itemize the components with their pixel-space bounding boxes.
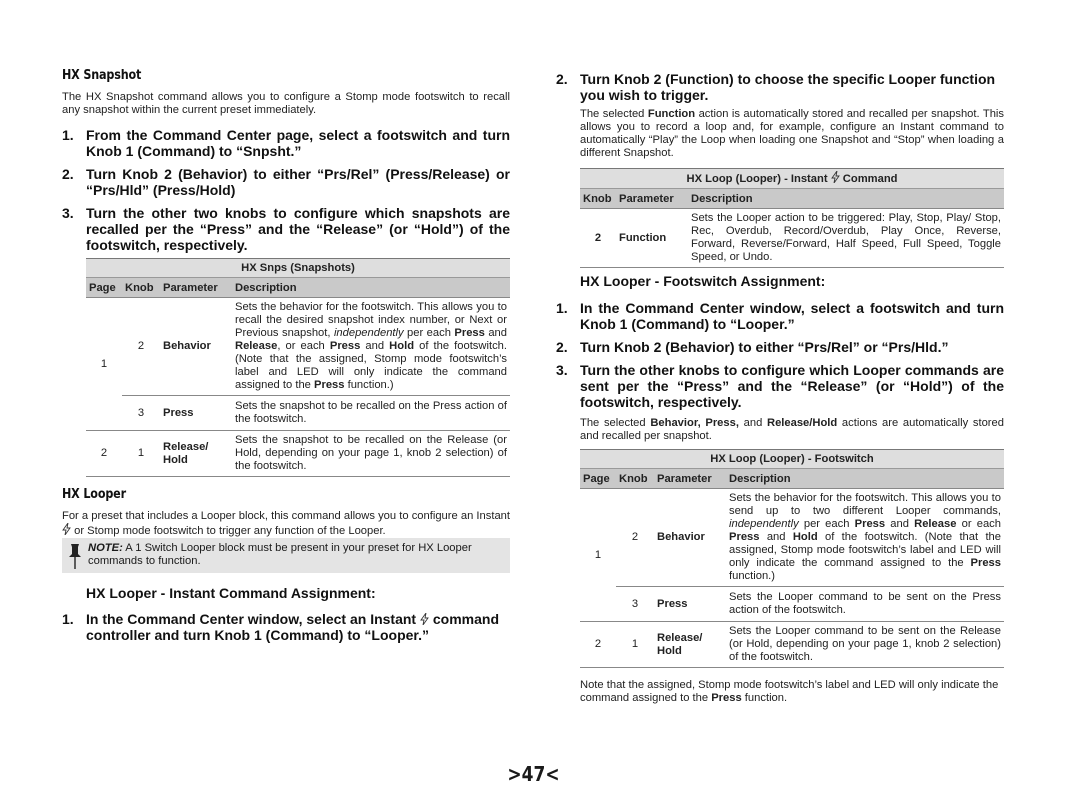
column-header: Parameter [160, 278, 232, 298]
page-cell: 2 [580, 622, 616, 668]
step-text: Turn Knob 2 (Behavior) to either “Prs/Rel” (Press/Release) or “Prs/Hld” (Press/Hold) [86, 166, 510, 198]
hx-looper-title: HX Looper [62, 487, 126, 502]
column-header: Parameter [654, 469, 726, 489]
pushpin-icon [68, 543, 82, 571]
step-text: Turn the other knobs to configure which Looper commands are sent per the “Press” and the “Release” (or “Hold”) of the footswitch, respectively. [580, 362, 1004, 410]
table-row [580, 622, 1004, 668]
column-header: Description [232, 278, 510, 298]
snapshot-step-2 [62, 166, 510, 200]
step-number: 1. [556, 300, 568, 316]
page-next-glyph: < [545, 762, 560, 786]
desc-cell: Sets the snapshot to be recalled on the Release (or Hold, depending on your page 1, knob 2 selection) of the footswitch. [232, 431, 510, 477]
step-text: In the Command Center window, select an Instant command controller and turn Knob 1 (Command) to “Looper.” [86, 611, 499, 643]
knob-cell: 1 [616, 622, 654, 668]
page-cell: 1 [580, 489, 616, 622]
step-text: Turn Knob 2 (Behavior) to either “Prs/Rel” or “Prs/Hld.” [580, 339, 949, 355]
param-cell: Behavior [160, 298, 232, 396]
step-number: 3. [556, 362, 568, 378]
knob-cell: 3 [122, 396, 160, 431]
knob-cell: 2 [580, 209, 616, 268]
param-cell: Release/ Hold [654, 622, 726, 668]
table-title: HX Loop (Looper) - Instant Command [580, 169, 1004, 189]
instant-step-1 [62, 611, 510, 645]
desc-cell: Sets the Looper action to be triggered: Play, Stop, Play/ Stop, Rec, Overdub, Record/Overdub, Play Once, Reverse, Forward, Reverse/Forward, Half Speed, Full Speed, Toggle Speed, or Undo. [688, 209, 1004, 268]
page-cell: 2 [86, 431, 122, 477]
desc-cell: Sets the Looper command to be sent on the Press action of the footswitch. [726, 587, 1004, 622]
note-box: NOTE: A 1 Switch Looper block must be present in your preset for HX Looper commands to function. [62, 538, 510, 573]
stored-paragraph: The selected Behavior, Press, and Release/Hold actions are automatically stored and recalled per snapshot. [580, 417, 1004, 442]
table-row [580, 209, 1004, 268]
snapshot-step-3 [62, 205, 510, 255]
table-row [86, 396, 510, 431]
param-cell: Press [654, 587, 726, 622]
hx-snapshot-title: HX Snapshot [62, 68, 142, 83]
bolt-icon [62, 523, 71, 535]
knob-cell: 2 [122, 298, 160, 396]
hx-snps-table [86, 258, 510, 477]
column-header: Knob [580, 189, 616, 209]
step-text: From the Command Center page, select a footswitch and turn Knob 1 (Command) to “Snpsht.” [86, 127, 510, 159]
footswitch-step-1 [556, 300, 1004, 334]
param-cell: Release/ Hold [160, 431, 232, 477]
table-row [580, 587, 1004, 622]
hx-loop-footswitch-table [580, 449, 1004, 668]
knob-cell: 3 [616, 587, 654, 622]
desc-cell: Sets the behavior for the footswitch. This allows you to send up to two different Looper commands, independently per each Press and Release or each Press and Hold of the footswitch. (Note that the assigned, Stomp mode footswitch’s label and LED will only indicate the command assigned to the Press function.) [726, 489, 1004, 587]
column-header: Description [726, 469, 1004, 489]
table-row [580, 489, 1004, 587]
page-number: 47 [521, 762, 546, 786]
desc-cell: Sets the snapshot to be recalled on the Press action of the footswitch. [232, 396, 510, 431]
page-number-footer [80, 762, 987, 786]
desc-cell: Sets the Looper command to be sent on the Release (or Hold, depending on your page 1, knob 2 selection) of the footswitch. [726, 622, 1004, 668]
bolt-icon [831, 171, 840, 183]
function-step-2 [556, 71, 1004, 105]
snapshot-step-1 [62, 127, 510, 161]
hx-looper-intro: For a preset that includes a Looper block, this command allows you to configure an Instant or Stomp mode footswitch to trigger any function of the Looper. [62, 510, 510, 537]
footswitch-step-2 [556, 339, 1004, 357]
step-number: 2. [62, 166, 74, 182]
column-header: Knob [122, 278, 160, 298]
desc-cell: Sets the behavior for the footswitch. This allows you to recall the desired snapshot index number, or Next or Previous snapshot, independently per each Press and Release, or each Press and Hold of the footswitch. (Note that the assigned, Stomp mode footswitch’s label and LED will only indicate the command assigned to the Press function.) [232, 298, 510, 396]
hx-snapshot-intro: The HX Snapshot command allows you to configure a Stomp mode footswitch to recall any snapshot within the current preset immediately. [62, 91, 510, 116]
function-paragraph: The selected Function action is automatically stored and recalled per snapshot. This allows you to record a loop and, for example, configure an Instant command to automatically “Play” the Loop when loading one Snapshot and “Stop” when loading a different Snapshot. [580, 108, 1005, 159]
param-cell: Behavior [654, 489, 726, 587]
column-header: Description [688, 189, 1004, 209]
step-text: Turn Knob 2 (Function) to choose the specific Looper function you wish to trigger. [580, 71, 996, 103]
column-header: Page [580, 469, 616, 489]
page-cell: 1 [86, 298, 122, 431]
step-number: 3. [62, 205, 74, 221]
column-header: Page [86, 278, 122, 298]
step-number: 2. [556, 71, 568, 87]
column-header: Knob [616, 469, 654, 489]
step-number: 2. [556, 339, 568, 355]
step-number: 1. [62, 611, 74, 627]
footswitch-step-3 [556, 362, 1004, 412]
knob-cell: 2 [616, 489, 654, 587]
step-text: In the Command Center window, select a footswitch and turn Knob 1 (Command) to “Looper.” [580, 300, 1004, 332]
step-number: 1. [62, 127, 74, 143]
param-cell: Press [160, 396, 232, 431]
table-title: HX Loop (Looper) - Footswitch [580, 450, 1004, 469]
table-row [86, 298, 510, 396]
bolt-icon [420, 613, 429, 625]
param-cell: Function [616, 209, 688, 268]
table-title: HX Snps (Snapshots) [86, 259, 510, 278]
column-header: Parameter [616, 189, 688, 209]
knob-cell: 1 [122, 431, 160, 477]
footswitch-assignment-heading: HX Looper - Footswitch Assignment: [580, 273, 826, 289]
step-text: Turn the other two knobs to configure which snapshots are recalled per the “Press” and the “Release” (or “Hold”) of the footswitch, respectively. [86, 205, 510, 253]
final-note: Note that the assigned, Stomp mode footswitch’s label and LED will only indicate the command assigned to the Press function. [580, 679, 999, 704]
page-prev-glyph: > [507, 762, 522, 786]
table-row [86, 431, 510, 477]
instant-command-heading: HX Looper - Instant Command Assignment: [86, 585, 376, 601]
hx-loop-instant-table [580, 168, 1004, 268]
